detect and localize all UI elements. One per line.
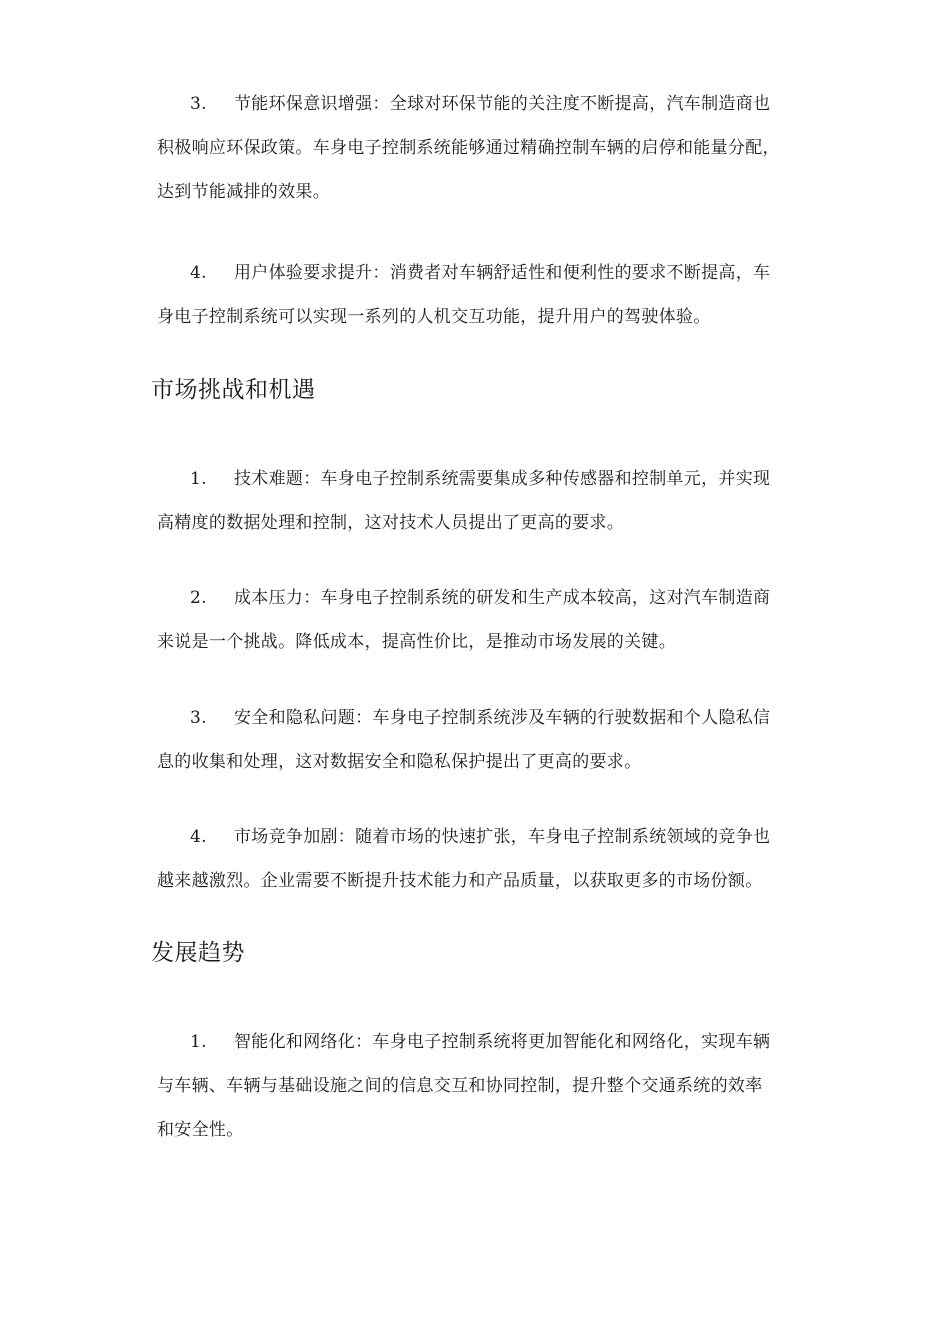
section-heading: 市场挑战和机遇	[151, 377, 316, 403]
list-item-text: 成本压力：车身电子控制系统的研发和生产成本较高，这对汽车制造商	[234, 588, 771, 608]
list-number: 1.	[190, 1032, 207, 1052]
list-item-text: 市场竞争加剧：随着市场的快速扩张，车身电子控制系统领域的竞争也	[234, 827, 771, 847]
list-item-first-line	[157, 576, 827, 620]
list-item	[157, 576, 827, 664]
list-number: 3.	[190, 708, 207, 728]
list-number: 4.	[190, 827, 207, 847]
list-item-line: 和安全性。	[157, 1120, 244, 1140]
list-item	[157, 1020, 827, 1152]
list-item-text: 安全和隐私问题：车身电子控制系统涉及车辆的行驶数据和个人隐私信	[234, 708, 771, 728]
list-item-first-line	[157, 696, 827, 740]
list-item	[157, 696, 827, 784]
section-heading: 发展趋势	[151, 940, 245, 966]
list-item-first-line	[157, 457, 827, 501]
list-number: 3.	[190, 94, 207, 114]
list-item-first-line	[157, 815, 827, 859]
list-item-line: 越来越激烈。企业需要不断提升技术能力和产品质量，以获取更多的市场份额。	[157, 871, 763, 891]
list-item-first-line	[157, 82, 827, 126]
list-item	[157, 457, 827, 545]
list-item-line: 高精度的数据处理和控制，这对技术人员提出了更高的要求。	[157, 513, 625, 533]
list-item-text: 技术难题：车身电子控制系统需要集成多种传感器和控制单元，并实现	[234, 469, 771, 489]
list-item-line: 来说是一个挑战。降低成本，提高性价比，是推动市场发展的关键。	[157, 632, 676, 652]
list-number: 1.	[190, 469, 207, 489]
list-item	[157, 251, 827, 339]
list-item-line: 息的收集和处理，这对数据安全和隐私保护提出了更高的要求。	[157, 752, 642, 772]
list-item-first-line	[157, 1020, 827, 1064]
list-item-line: 与车辆、车辆与基础设施之间的信息交互和协同控制，提升整个交通系统的效率	[157, 1076, 763, 1096]
list-item-text: 节能环保意识增强：全球对环保节能的关注度不断提高，汽车制造商也	[234, 94, 771, 114]
list-item-line: 达到节能减排的效果。	[157, 182, 330, 202]
list-item-text: 用户体验要求提升：消费者对车辆舒适性和便利性的要求不断提高，车	[234, 263, 771, 283]
list-number: 4.	[190, 263, 207, 283]
list-number: 2.	[190, 588, 207, 608]
list-item-first-line	[157, 251, 827, 295]
list-item-line: 积极响应环保政策。车身电子控制系统能够通过精确控制车辆的启停和能量分配，	[157, 138, 780, 158]
list-item-line: 身电子控制系统可以实现一系列的人机交互功能，提升用户的驾驶体验。	[157, 307, 711, 327]
list-item	[157, 82, 827, 214]
list-item	[157, 815, 827, 903]
list-item-text: 智能化和网络化：车身电子控制系统将更加智能化和网络化，实现车辆	[234, 1032, 771, 1052]
